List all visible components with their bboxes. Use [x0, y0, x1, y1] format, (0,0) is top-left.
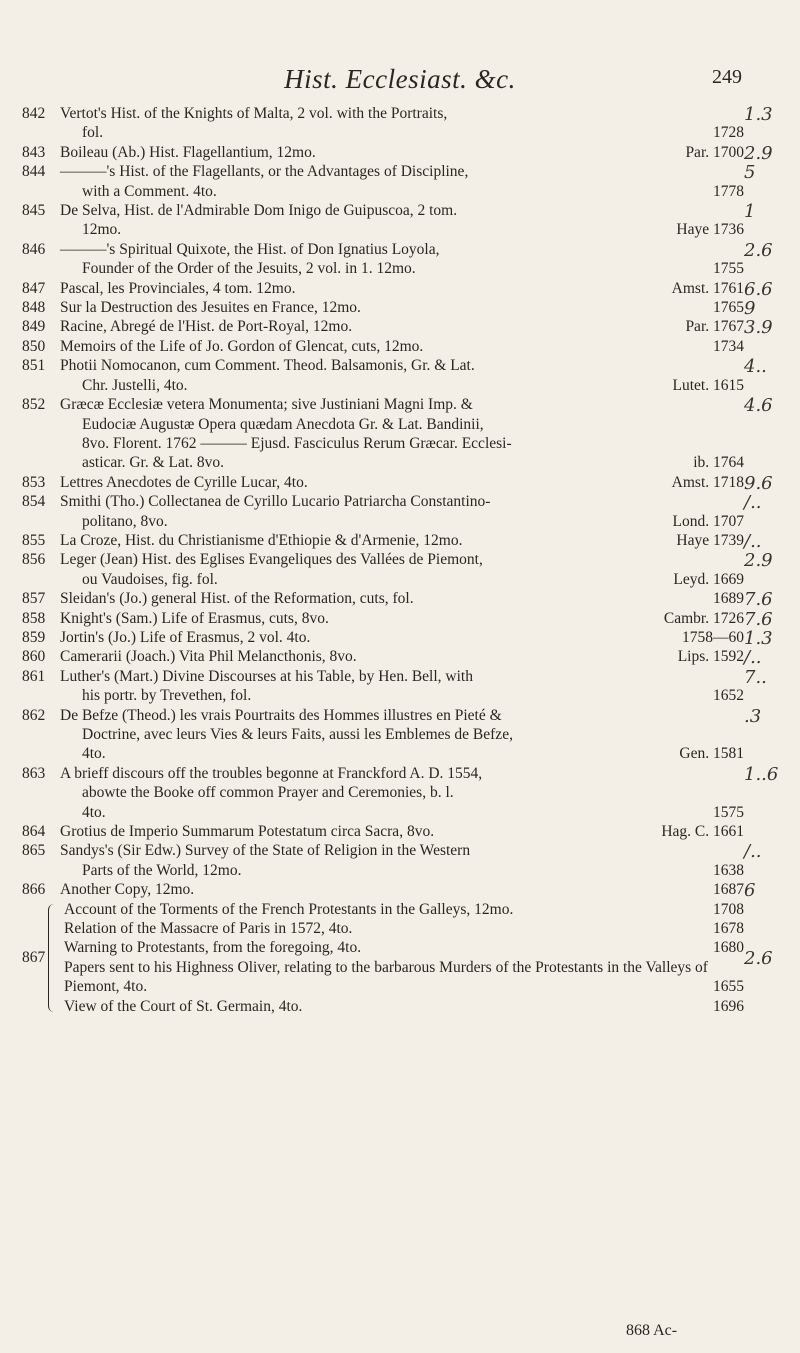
catalogue-entry — [22, 647, 744, 666]
entry-text: ———'s Spiritual Quixote, the Hist. of Don Ignatius Loyola, — [60, 240, 440, 258]
entry-text: Chr. Justelli, 4to. — [82, 376, 188, 394]
imprint-year: Haye 1739 — [676, 531, 744, 549]
manuscript-price: 1 — [744, 201, 756, 223]
entry-line — [60, 434, 744, 453]
catchword: 868 Ac- — [626, 1322, 678, 1339]
entry-line — [60, 299, 744, 317]
entry-line — [60, 551, 483, 568]
manuscript-price: 3.9 — [744, 317, 773, 339]
imprint-year: 1758—60 — [682, 628, 744, 646]
imprint-year: Par. 1700 — [685, 143, 744, 161]
entry-text: abowte the Booke off common Prayer and Ceremonies, b. l. — [82, 784, 454, 802]
manuscript-price: 7.6 — [744, 589, 773, 611]
catalogue-entry — [22, 317, 744, 336]
entry-line — [60, 259, 744, 278]
entry-line — [60, 241, 440, 258]
entry-text: View of the Court of St. Germain, 4to. — [64, 997, 303, 1015]
catalogue-entry — [22, 764, 744, 822]
lot-number: 860 — [22, 648, 46, 666]
manuscript-price: 2.6 — [744, 947, 773, 969]
manuscript-price: 6.6 — [744, 278, 773, 300]
entry-text: 8vo. Florent. 1762 ——— Ejusd. Fasciculus Rerum Græcar. Ecclesi- — [82, 434, 512, 452]
manuscript-price: 7.6 — [744, 608, 773, 630]
lot-number: 843 — [22, 143, 46, 161]
imprint-year: Gen. 1581 — [679, 745, 744, 763]
entry-line — [60, 648, 744, 666]
entry-line — [60, 531, 744, 549]
entry-line — [60, 668, 473, 685]
catalogue-entry — [22, 822, 744, 841]
entry-line — [60, 357, 475, 374]
entry-text: Relation of the Massacre of Paris in 1572, 4to. — [64, 920, 353, 938]
imprint-year: Haye 1736 — [676, 221, 744, 239]
entry-line — [60, 182, 744, 201]
entry-line — [60, 842, 470, 859]
entry-text: Account of the Torments of the French Protestants in the Galleys, 12mo. — [64, 900, 514, 918]
page-number: 249 — [712, 66, 742, 88]
entry-text: Lettres Anecdotes de Cyrille Lucar, 4to. — [60, 473, 308, 491]
catalogue-entry — [22, 609, 744, 628]
catalogue-entry — [22, 880, 744, 899]
catalogue-entry — [22, 667, 744, 706]
entry-text: Jortin's (Jo.) Life of Erasmus, 2 vol. 4to. — [60, 628, 311, 646]
entry-text: ———'s Hist. of the Flagellants, or the Advantages of Discipline, — [60, 163, 469, 181]
imprint-year: 1765 — [713, 299, 744, 317]
entry-text: Founder of the Order of the Jesuits, 2 vol. in 1. 12mo. — [82, 260, 416, 278]
lot-number: 842 — [22, 105, 46, 122]
imprint-year: 1687 — [713, 881, 744, 899]
manuscript-price: 2.9 — [744, 142, 773, 164]
manuscript-price: /.. — [744, 841, 762, 863]
lot-number: 850 — [22, 337, 46, 355]
manuscript-price: 6 — [744, 880, 756, 902]
manuscript-price: 2.9 — [744, 550, 773, 572]
imprint-year: Amst. 1761 — [671, 279, 744, 297]
entry-text: Boileau (Ab.) Hist. Flagellantium, 12mo. — [60, 143, 316, 161]
entry-line — [60, 453, 744, 472]
imprint-year: Cambr. 1726 — [663, 609, 744, 627]
imprint-year: Lips. 1592 — [677, 648, 744, 666]
entry-list — [22, 104, 744, 1016]
catalogue-entry — [22, 162, 744, 201]
entry-text: Doctrine, avec leurs Vies & leurs Faits, aussi les Emblemes de Befze, — [82, 726, 513, 743]
lot-number: 862 — [22, 706, 46, 724]
imprint-year: Leyd. 1669 — [673, 570, 744, 588]
catalogue-entry — [22, 201, 744, 240]
manuscript-price: 9.6 — [744, 472, 773, 494]
lot-number: 858 — [22, 609, 46, 627]
bracket — [48, 904, 57, 1012]
catalogue-entry — [22, 550, 744, 589]
imprint-year: 1728 — [713, 124, 744, 142]
bundled-lot — [22, 900, 744, 1016]
catalogue-entry — [22, 356, 744, 395]
entry-line — [60, 473, 744, 491]
catalogue-entry — [22, 143, 744, 162]
entry-line — [60, 123, 744, 142]
entry-line — [60, 396, 473, 413]
entry-text: A brieff discours off the troubles begonne at Franckford A. D. 1554, — [60, 764, 483, 782]
lot-number: 857 — [22, 590, 46, 608]
entry-text: fol. — [82, 124, 104, 142]
entry-text: Eudociæ Augustæ Opera quædam Anecdota Gr. & Lat. Bandinii, — [82, 415, 484, 433]
imprint-year: Lutet. 1615 — [672, 376, 744, 394]
catalogue-entry — [22, 298, 744, 317]
entry-text: Sleidan's (Jo.) general Hist. of the Reformation, cuts, fol. — [60, 590, 414, 608]
entry-text: Parts of the World, 12mo. — [82, 861, 242, 879]
imprint-year: 1708 — [713, 900, 744, 918]
imprint-year: 1689 — [713, 590, 744, 608]
lot-number: 859 — [22, 628, 46, 646]
catalogue-entry — [22, 104, 744, 143]
entry-text: Smithi (Tho.) Collectanea de Cyrillo Lucario Patriarcha Constantino- — [60, 493, 491, 511]
manuscript-price: 2.6 — [744, 239, 773, 261]
catalogue-entry — [22, 279, 744, 298]
imprint-year: Amst. 1718 — [671, 473, 744, 491]
imprint-year: ib. 1764 — [693, 454, 744, 472]
entry-line — [60, 318, 744, 336]
entry-text: De Selva, Hist. de l'Admirable Dom Inigo de Guipuscoa, 2 tom. — [60, 202, 458, 220]
entry-text: De Befze (Theod.) les vrais Pourtraits des Hommes illustres en Pieté & — [60, 706, 502, 724]
entry-line — [60, 881, 744, 899]
entry-text: Luther's (Mart.) Divine Discourses at his Table, by Hen. Bell, with — [60, 667, 473, 685]
manuscript-price: 4.. — [744, 356, 767, 378]
imprint-year: 1734 — [713, 337, 744, 355]
entry-line — [60, 725, 744, 744]
lot-number: 848 — [22, 299, 46, 317]
catalogue-entry — [22, 841, 744, 880]
entry-line — [60, 202, 457, 219]
imprint-year: 1652 — [713, 687, 744, 705]
entry-text: Sur la Destruction des Jesuites en France, 12mo. — [60, 299, 361, 317]
catalogue-entry — [22, 706, 744, 764]
entry-text: Vertot's Hist. of the Knights of Malta, 2 vol. with the Portraits, — [60, 105, 448, 122]
catalogue-entry — [22, 337, 744, 356]
catalogue-entry — [22, 628, 744, 647]
manuscript-price: .3 — [744, 705, 762, 727]
entry-line — [60, 570, 744, 589]
imprint-year: 1696 — [713, 997, 744, 1015]
lot-number: 849 — [22, 318, 46, 336]
entry-line — [60, 707, 502, 724]
entry-line — [60, 765, 482, 782]
entry-line — [60, 415, 744, 434]
lot-number: 861 — [22, 667, 46, 685]
entry-line — [60, 609, 744, 627]
entry-line — [60, 686, 744, 705]
entry-text: Pascal, les Provinciales, 4 tom. 12mo. — [60, 279, 296, 297]
manuscript-price: 5 — [744, 162, 756, 184]
imprint-year: 1575 — [713, 803, 744, 821]
entry-line — [60, 493, 490, 510]
entry-text: politano, 8vo. — [82, 512, 168, 530]
entry-text: Camerarii (Joach.) Vita Phil Melancthonis, 8vo. — [60, 648, 357, 666]
lot-number: 852 — [22, 396, 46, 414]
bundled-item — [60, 919, 744, 938]
lot-number: 866 — [22, 881, 46, 899]
manuscript-price: /.. — [744, 647, 762, 669]
manuscript-price: /.. — [744, 492, 762, 514]
lot-number: 845 — [22, 202, 46, 220]
entry-text: Grotius de Imperio Summarum Potestatum circa Sacra, 8vo. — [60, 823, 435, 841]
manuscript-price: 1.3 — [744, 627, 773, 649]
lot-number: 864 — [22, 823, 46, 841]
bundled-item — [60, 938, 744, 957]
entry-text: his portr. by Trevethen, fol. — [82, 687, 252, 705]
lot-number: 844 — [22, 163, 46, 181]
entry-line — [60, 783, 744, 802]
catalogue-entry — [22, 492, 744, 531]
entry-line — [60, 220, 744, 239]
manuscript-price: /.. — [744, 530, 762, 552]
entry-text: Papers sent to his Highness Oliver, relating to the barbarous Murders of the Protestants in the Valleys of Piemont, 4to. — [64, 958, 708, 996]
entry-line — [60, 337, 744, 355]
imprint-year: 1655 — [713, 978, 744, 996]
lot-number: 855 — [22, 531, 46, 549]
entry-text: Racine, Abregé de l'Hist. de Port-Royal, 12mo. — [60, 318, 353, 336]
manuscript-price: 9 — [744, 298, 756, 320]
catalogue-entry — [22, 531, 744, 550]
imprint-year: 1755 — [713, 260, 744, 278]
lot-number: 856 — [22, 551, 46, 569]
entry-line — [60, 744, 744, 763]
manuscript-price: 7.. — [744, 666, 767, 688]
lot-number: 853 — [22, 473, 46, 491]
entry-text: Memoirs of the Life of Jo. Gordon of Glencat, cuts, 12mo. — [60, 337, 424, 355]
entry-text: Sandys's (Sir Edw.) Survey of the State of Religion in the Western — [60, 842, 471, 860]
entry-text: with a Comment. 4to. — [82, 182, 217, 200]
entry-text: 12mo. — [82, 221, 122, 239]
entry-line — [60, 143, 744, 161]
imprint-year: 1678 — [713, 920, 744, 938]
catalogue-entry — [22, 240, 744, 279]
entry-text: La Croze, Hist. du Christianisme d'Ethiopie & d'Armenie, 12mo. — [60, 531, 463, 549]
imprint-year: Lond. 1707 — [672, 512, 744, 530]
lot-number: 851 — [22, 357, 46, 375]
imprint-year: Par. 1767 — [685, 318, 744, 336]
entry-text: ou Vaudoises, fig. fol. — [82, 570, 218, 588]
entry-line — [60, 376, 744, 395]
lot-number: 863 — [22, 764, 46, 782]
entry-line — [60, 803, 744, 822]
lot-number: 846 — [22, 240, 46, 258]
bundled-item — [60, 997, 744, 1016]
entry-line — [60, 861, 744, 880]
entry-text: Photii Nomocanon, cum Comment. Theod. Balsamonis, Gr. & Lat. — [60, 357, 475, 375]
bundled-item — [60, 900, 744, 919]
catalogue-entry — [22, 395, 744, 473]
entry-text: asticar. Gr. & Lat. 8vo. — [82, 454, 225, 472]
entry-text: Leger (Jean) Hist. des Eglises Evangeliques des Vallées de Piemont, — [60, 551, 483, 569]
lot-number: 854 — [22, 493, 46, 511]
entry-line — [60, 590, 744, 608]
lot-number: 865 — [22, 842, 46, 860]
lot-number: 867 — [22, 948, 46, 966]
entry-line — [60, 628, 744, 646]
entry-line — [60, 163, 468, 180]
entry-text: Warning to Protestants, from the foregoing, 4to. — [64, 939, 362, 957]
imprint-year: 1680 — [713, 939, 744, 957]
entry-line — [60, 823, 744, 841]
entry-text: 4to. — [82, 745, 106, 763]
catalogue-entry — [22, 473, 744, 492]
entry-text: Græcæ Ecclesiæ vetera Monumenta; sive Justiniani Magni Imp. & — [60, 396, 473, 414]
running-head: Hist. Ecclesiast. &c. — [284, 64, 516, 94]
imprint-year: Hag. C. 1661 — [661, 823, 744, 841]
bundled-item — [60, 958, 744, 997]
entry-text: Another Copy, 12mo. — [60, 881, 195, 899]
manuscript-price: 1..6 — [744, 763, 779, 785]
catalogue-entry — [22, 589, 744, 608]
entry-text: Knight's (Sam.) Life of Erasmus, cuts, 8vo. — [60, 609, 329, 627]
imprint-year: 1778 — [713, 182, 744, 200]
manuscript-price: 4.6 — [744, 395, 773, 417]
imprint-year: 1638 — [713, 861, 744, 879]
lot-number: 847 — [22, 279, 46, 297]
manuscript-price: 1.3 — [744, 104, 773, 125]
entry-line — [60, 512, 744, 531]
entry-text: 4to. — [82, 803, 106, 821]
entry-line — [60, 105, 447, 122]
entry-line — [60, 279, 744, 297]
